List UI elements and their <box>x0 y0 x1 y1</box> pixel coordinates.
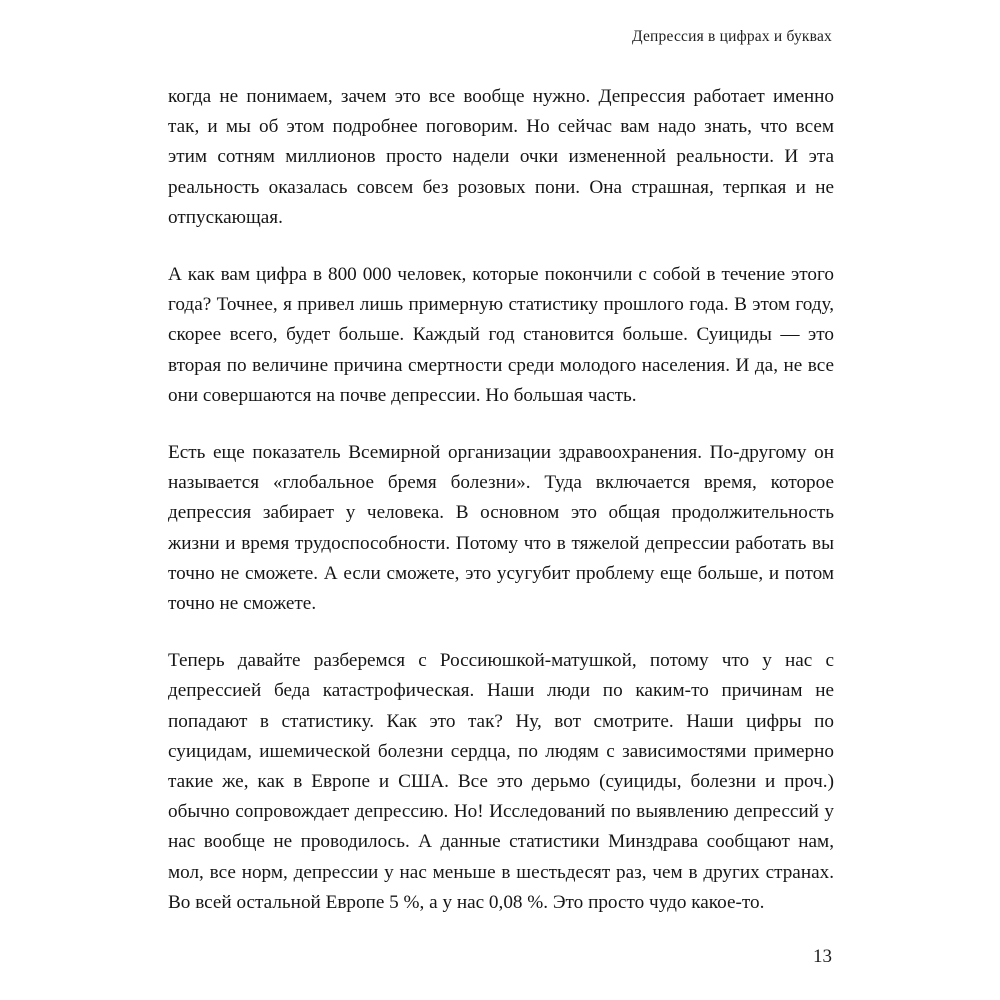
page-body <box>168 82 834 918</box>
page-number: 13 <box>813 946 832 967</box>
running-head: Депрессия в цифрах и буквах <box>632 28 832 45</box>
paragraph: Есть еще показатель Всемирной организации здравоохранения. По-другому он называется «глобальное бремя болезни». Туда включается время, которое депрессия забирает у человека. В основном это общая продолжительность жизни и время трудоспособности. Потому что в тяжелой депрессии работать вы точно не сможете. А если сможете, это усугубит проблему еще больше, и потом точно не сможете. <box>168 442 834 615</box>
paragraph: когда не понимаем, зачем это все вообще нужно. Депрессия работает именно так, и мы об этом подробнее поговорим. Но сейчас вам надо знать, что всем этим сотням миллионов просто надели очки измененной реальности. И эта реальность оказалась совсем без розовых пони. Она страшная, терпкая и не отпускающая. <box>168 86 834 228</box>
paragraph: А как вам цифра в 800 000 человек, которые покончили с собой в течение этого года? Точнее, я привел лишь примерную статистику прошлого года. В этом году, скорее всего, будет больше. Каждый год становится больше. Суициды — это вторая по величине причина смертности среди молодого населения. И да, не все они совершаются на почве депрессии. Но большая часть. <box>168 264 834 406</box>
paragraph: Теперь давайте разберемся с Россиюшкой-матушкой, потому что у нас с депрессией беда катастрофическая. Наши люди по каким-то причинам не попадают в статистику. Как это так? Ну, вот смотрите. Наши цифры по суицидам, ишемической болезни сердца, по людям с зависимостями примерно такие же, как в Европе и США. Все это дерьмо (суициды, болезни и проч.) обычно сопровождает депрессию. Но! Исследований по выявлению депрессий у нас вообще не проводилось. А данные статистики Минздрава сообщают нам, мол, все норм, депрессии у нас меньше в шестьдесят раз, чем в других странах. Во всей остальной Европе 5 %, а у нас 0,08 %. Это просто чудо какое-то. <box>168 650 834 913</box>
